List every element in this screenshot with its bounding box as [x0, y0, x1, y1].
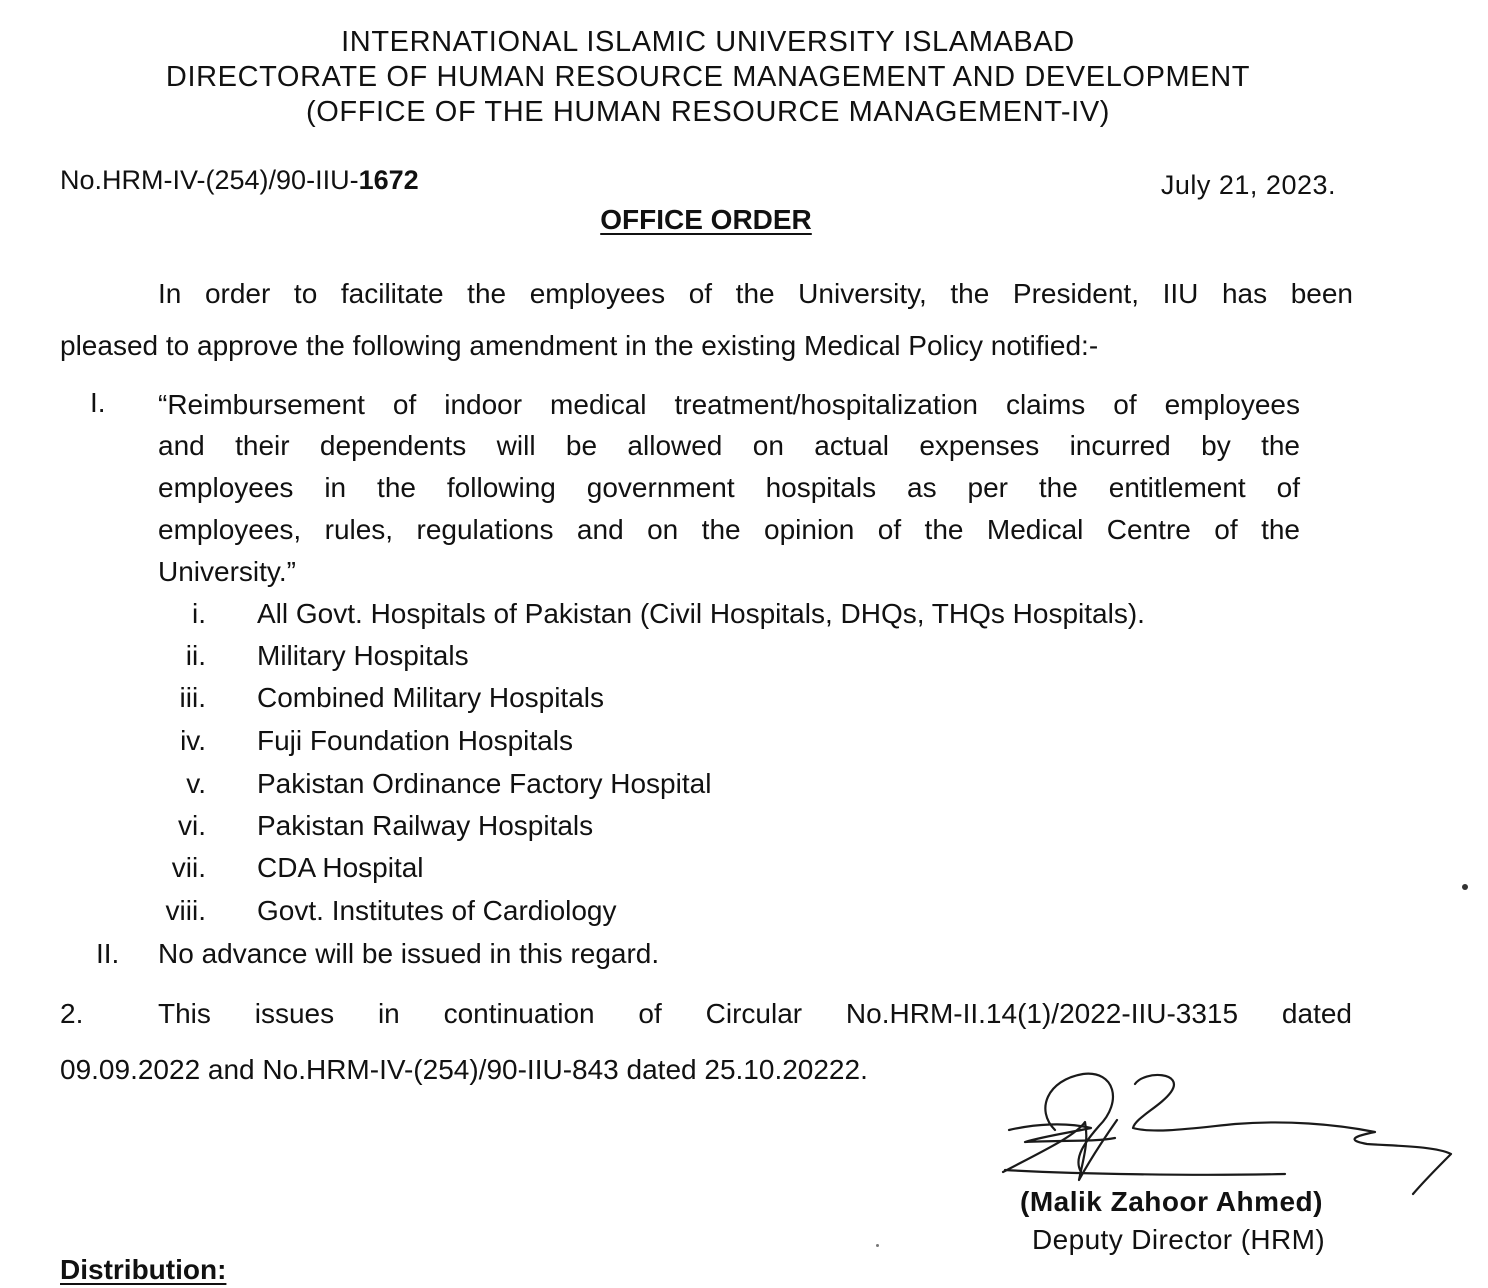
paragraph-2-line-1: This issues in continuation of Circular No.HRM-II.14(1)/2022-IIU-3315 dated [158, 998, 1352, 1029]
intro-line-2: pleased to approve the following amendment in the existing Medical Policy notified:- [60, 330, 1099, 361]
clause-2-number: II. [96, 938, 120, 969]
clause-1-number: I. [90, 387, 106, 418]
clause-1-line-5: University.” [158, 556, 296, 587]
handwritten-signature [995, 1062, 1465, 1202]
header-office: (OFFICE OF THE HUMAN RESOURCE MANAGEMENT-IV) [305, 96, 1111, 128]
signatory-name: (Malik Zahoor Ahmed) [1020, 1186, 1323, 1217]
reference-serial: 1672 [358, 165, 419, 195]
scan-speck [1462, 884, 1468, 890]
hospital-name: Pakistan Ordinance Factory Hospital [257, 768, 712, 799]
scan-speck [876, 1244, 879, 1247]
clause-2-text: No advance will be issued in this regard. [158, 938, 660, 969]
hospital-name: Combined Military Hospitals [257, 682, 605, 713]
hospital-number: vii. [171, 852, 206, 883]
clause-1-line-1: “Reimbursement of indoor medical treatment/hospitalization claims of employees [158, 389, 1300, 420]
hospital-name: Govt. Institutes of Cardiology [257, 895, 617, 926]
distribution-heading: Distribution: [60, 1254, 227, 1285]
signatory-designation: Deputy Director (HRM) [1032, 1224, 1326, 1255]
hospital-number: vi. [178, 810, 206, 841]
hospital-number: iv. [180, 725, 206, 756]
reference-prefix: No.HRM-IV-(254)/90-IIU- [60, 165, 359, 195]
clause-1-line-3: employees in the following government hospitals as per the entitlement of [158, 472, 1300, 503]
hospital-name: Military Hospitals [257, 640, 469, 671]
hospital-number: viii. [165, 895, 206, 926]
clause-1-line-2: and their dependents will be allowed on actual expenses incurred by the [158, 430, 1300, 461]
intro-line-1: In order to facilitate the employees of the University, the President, IIU has been [158, 278, 1353, 309]
hospital-name: Pakistan Railway Hospitals [257, 810, 594, 841]
header-university: INTERNATIONAL ISLAMIC UNIVERSITY ISLAMABAD [341, 26, 1075, 58]
clause-1-line-4: employees, rules, regulations and on the opinion of the Medical Centre of the [158, 514, 1300, 545]
reference-number [60, 165, 419, 196]
header-directorate: DIRECTORATE OF HUMAN RESOURCE MANAGEMENT AND DEVELOPMENT [165, 61, 1251, 93]
hospital-name: CDA Hospital [257, 852, 424, 883]
order-date: July 21, 2023. [1160, 170, 1336, 200]
paragraph-2-number: 2. [60, 998, 84, 1029]
document-title: OFFICE ORDER [600, 204, 812, 235]
hospital-number: iii. [179, 682, 206, 713]
paragraph-2-line-2: 09.09.2022 and No.HRM-IV-(254)/90-IIU-843 dated 25.10.20222. [60, 1054, 868, 1085]
hospital-name: Fuji Foundation Hospitals [257, 725, 573, 756]
hospital-number: v. [186, 768, 206, 799]
hospital-number: i. [192, 598, 206, 629]
hospital-name: All Govt. Hospitals of Pakistan (Civil Hospitals, DHQs, THQs Hospitals). [257, 598, 1145, 629]
hospital-number: ii. [185, 640, 206, 671]
